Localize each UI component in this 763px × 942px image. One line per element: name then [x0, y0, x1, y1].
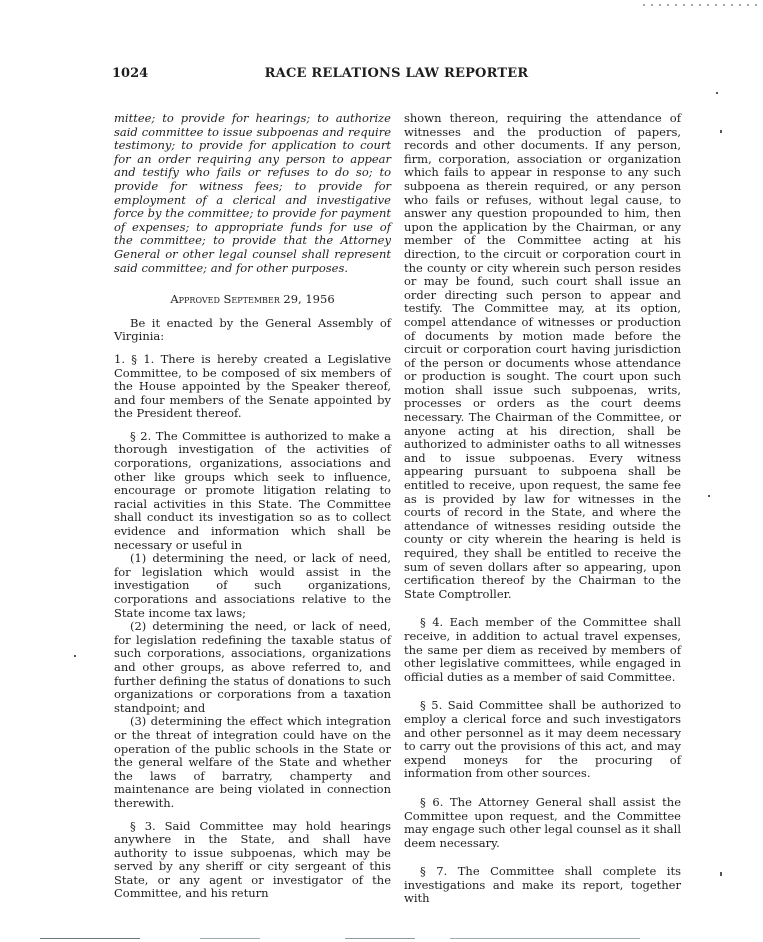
scan-dots — [640, 4, 762, 6]
section-3-start: § 3. Said Committee may hold hearings anywhere in the State, and shall have authority to issue subpoenas, which may be served by any sheriff or city sergeant of this State, or any agent or investigator of the Committee, and his return — [114, 818, 391, 901]
section-2: § 2. The Committee is authorized to make a thorough investigation of the activities of corporations, organizations, associations and other like groups which seek to influence, encourage or promote litigation relating to racial activities in this State. The Committee shall conduct its investigation so as to collect evidence and information which shall be necessary or useful in — [114, 428, 391, 552]
section-2-item-3: (3) determining the effect which integration or the threat of integration could have on the operation of the public schools in the State or the general welfare of the State and whether the laws of barratry, champerty and maintenance are being violated in connection therewith. — [114, 714, 391, 810]
page-header — [112, 66, 681, 86]
right-column — [404, 112, 681, 906]
scan-edge-line — [345, 938, 415, 939]
running-head: RACE RELATIONS LAW REPORTER — [264, 66, 529, 81]
section-1: 1. § 1. There is hereby created a Legislative Committee, to be composed of six members of the House appointed by the Speaker thereof, and four members of the Senate appointed by the President thereof. — [114, 351, 391, 421]
scan-edge-line — [200, 938, 260, 939]
approved-date: Approved September 29, 1956 — [170, 292, 335, 307]
section-4: § 4. Each member of the Committee shall receive, in addition to actual travel expenses, the same per diem as received by members of other legislative committees, while engaged in official duties as a member of said Committee. — [404, 615, 681, 684]
scan-edge-line — [450, 938, 640, 939]
scan-speck — [720, 872, 722, 876]
scan-speck — [716, 92, 718, 94]
enacting-clause: Be it enacted by the General Assembly of Virginia: — [114, 315, 391, 344]
section-5: § 5. Said Committee shall be authorized to employ a clerical force and such investigators and other personnel as it may deem necessary to carry out the provisions of this act, and may expend moneys for the procuring of information from other sources. — [404, 698, 681, 781]
scan-speck — [708, 495, 710, 497]
title-continuation: mittee; to provide for hearings; to authorize said committee to issue subpoenas and require testimony; to provide for application to court for an order requiring any person to appear and testify who fails or refuses to do so; to provide for witness fees; to provide for employment of a clerical and investigative force by the committee; to provide for payment of expenses; to appropriate funds for use of the committee; to provide that the Attorney General or other legal counsel shall represent said committee; and for other purposes. — [114, 111, 391, 275]
scan-edge-line — [40, 938, 140, 939]
scan-speck — [720, 130, 722, 133]
section-7-start: § 7. The Committee shall complete its investigations and make its report, together with — [404, 864, 681, 906]
section-6: § 6. The Attorney General shall assist the Committee upon request, and the Committee may engage such other legal counsel as it shall deem necessary. — [404, 794, 681, 850]
section-3-continued: shown thereon, requiring the attendance of witnesses and the production of papers, records and other documents. If any person, firm, corporation, association or organization which fails to appear in response to any such subpoena as therein required, or any person who fails or refuses, without legal cause, to answer any question propounded to him, then upon the application by the Chairman, or any member of the Committee acting at his direction, to the circuit or corporation court in the county or city wherein such person resides or may be found, such court shall issue an order directing such person to appear and testify. The Committee may, at its option, compel attendance of witnesses or production of documents by motion made before the circuit or corporation court having jurisdiction of the person or documents whose attendance or production is sought. The court upon such motion shall issue such subpoenas, writs, processes or orders as the court deems necessary. The Chairman of the Committee, or anyone acting at his direction, shall be authorized to administer oaths to all witnesses and to issue subpoenas. Every witness appearing pursuant to subpoena shall be entitled to receive, upon request, the same fee as is provided by law for witnesses in the courts of record in the State, and where the attendance of witnesses residing outside the county or city wherein the hearing is held is required, they shall be entitled to receive the sum of seven dollars after so appearing, upon certification thereof by the Chairman to the State Comptroller. — [404, 111, 681, 601]
section-2-item-1: (1) determining the need, or lack of need, for legislation which would assist in the investigation of such organizations, corporations and associations relative to the State income tax laws; — [114, 551, 391, 620]
left-column — [114, 112, 391, 901]
page-number: 1024 — [112, 66, 149, 81]
section-2-item-2: (2) determining the need, or lack of need, for legislation redefining the taxable status of such corporations, associations, organizations and other groups, as above referred to, and further defining the status of donations to such organizations or corporations from a taxation standpoint; and — [114, 619, 391, 715]
scan-speck — [74, 655, 76, 657]
